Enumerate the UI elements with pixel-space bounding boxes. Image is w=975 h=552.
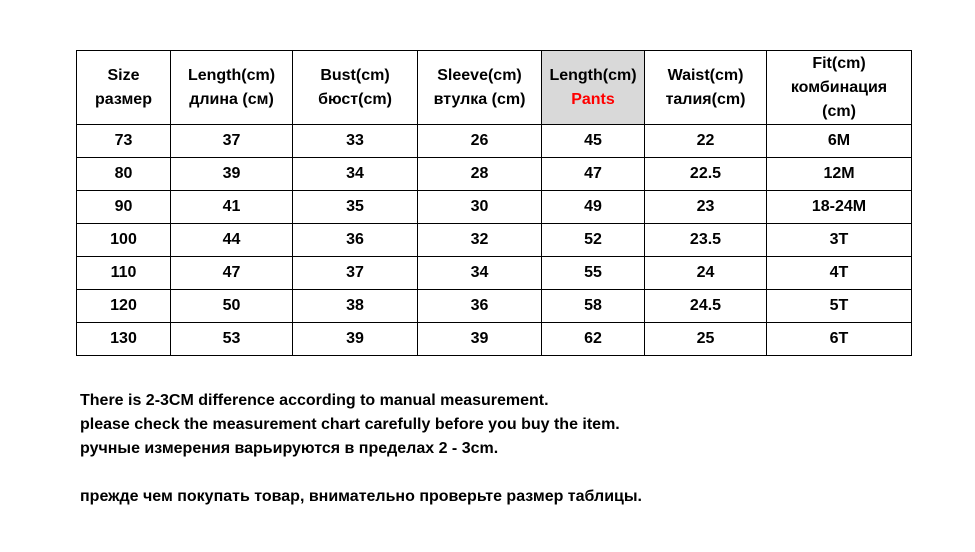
cell-fit: 5T: [767, 290, 912, 323]
cell-sleeve: 28: [418, 158, 542, 191]
cell-waist: 24.5: [645, 290, 767, 323]
cell-sleeve: 26: [418, 125, 542, 158]
cell-fit: 6T: [767, 323, 912, 356]
cell-size: 100: [77, 224, 171, 257]
header-length: Length(cm) длина (см): [171, 51, 293, 125]
header-waist: Waist(cm) талия(cm): [645, 51, 767, 125]
cell-size: 90: [77, 191, 171, 224]
cell-bust: 36: [293, 224, 418, 257]
cell-sleeve: 39: [418, 323, 542, 356]
cell-sleeve: 32: [418, 224, 542, 257]
cell-pants-length: 52: [542, 224, 645, 257]
cell-length: 44: [171, 224, 293, 257]
cell-length: 37: [171, 125, 293, 158]
cell-size: 130: [77, 323, 171, 356]
header-bust: Bust(cm) бюст(cm): [293, 51, 418, 125]
cell-waist: 23.5: [645, 224, 767, 257]
cell-pants-length: 58: [542, 290, 645, 323]
cell-length: 50: [171, 290, 293, 323]
cell-bust: 34: [293, 158, 418, 191]
cell-bust: 35: [293, 191, 418, 224]
cell-fit: 3T: [767, 224, 912, 257]
cell-fit: 6M: [767, 125, 912, 158]
cell-pants-length: 55: [542, 257, 645, 290]
size-chart-table: [76, 50, 912, 356]
cell-sleeve: 30: [418, 191, 542, 224]
header-pants-length: Length(cm) Pants: [542, 51, 645, 125]
cell-bust: 38: [293, 290, 418, 323]
cell-length: 47: [171, 257, 293, 290]
cell-size: 120: [77, 290, 171, 323]
header-fit: Fit(cm) комбинация (cm): [767, 51, 912, 125]
cell-fit: 12M: [767, 158, 912, 191]
cell-fit: 18-24M: [767, 191, 912, 224]
note-difference: There is 2-3CM difference according to manual measurement.: [80, 392, 549, 409]
cell-length: 53: [171, 323, 293, 356]
cell-fit: 4T: [767, 257, 912, 290]
cell-sleeve: 34: [418, 257, 542, 290]
table-row: [77, 158, 912, 191]
cell-bust: 37: [293, 257, 418, 290]
table-row: [77, 257, 912, 290]
header-row: [77, 51, 912, 125]
cell-waist: 24: [645, 257, 767, 290]
cell-bust: 39: [293, 323, 418, 356]
table-row: [77, 290, 912, 323]
cell-pants-length: 62: [542, 323, 645, 356]
table-row: [77, 323, 912, 356]
note-check-chart: please check the measurement chart carefully before you buy the item.: [80, 416, 620, 433]
cell-bust: 33: [293, 125, 418, 158]
header-size: Size размер: [77, 51, 171, 125]
cell-waist: 22: [645, 125, 767, 158]
cell-pants-length: 47: [542, 158, 645, 191]
cell-waist: 22.5: [645, 158, 767, 191]
table-row: [77, 191, 912, 224]
cell-sleeve: 36: [418, 290, 542, 323]
cell-pants-length: 45: [542, 125, 645, 158]
table-body: [77, 125, 912, 356]
measurement-notes: [80, 389, 642, 509]
note-check-chart-ru: прежде чем покупать товар, внимательно проверьте размер таблицы.: [80, 488, 642, 505]
pants-label: Pants: [571, 90, 615, 108]
cell-waist: 23: [645, 191, 767, 224]
table-row: [77, 125, 912, 158]
cell-length: 41: [171, 191, 293, 224]
cell-size: 80: [77, 158, 171, 191]
cell-size: 73: [77, 125, 171, 158]
cell-length: 39: [171, 158, 293, 191]
header-sleeve: Sleeve(cm) втулка (cm): [418, 51, 542, 125]
cell-size: 110: [77, 257, 171, 290]
table-row: [77, 224, 912, 257]
cell-waist: 25: [645, 323, 767, 356]
cell-pants-length: 49: [542, 191, 645, 224]
note-difference-ru: ручные измерения варьируются в пределах 2 - 3cm.: [80, 440, 499, 457]
